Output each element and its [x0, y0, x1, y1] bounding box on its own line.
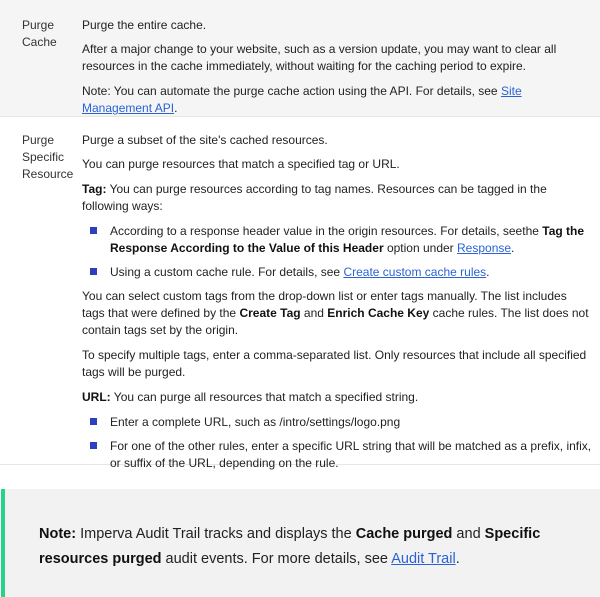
purge-specific-intro: You can purge resources that match a specified tag or URL.: [82, 157, 400, 171]
specific-resources-purged-bold: Specific resources purged: [39, 526, 541, 567]
note-text: Imperva Audit Trail tracks and displays the: [76, 526, 356, 542]
custom-tags-paragraph: [82, 288, 592, 339]
bullet-text: option under: [383, 241, 457, 255]
url-text: You can purge all resources that match a specified string.: [110, 390, 419, 404]
purge-cache-description: [82, 17, 592, 116]
bullet-text: According to a response header value in the origin resources. For details, seethe: [110, 224, 543, 238]
cache-purged-bold: Cache purged: [355, 526, 453, 542]
term-line: Cache: [22, 35, 57, 49]
purge-specific-term: [0, 132, 82, 464]
term-line: Purge: [22, 133, 55, 147]
bullet-text: .: [511, 241, 515, 255]
square-bullet-icon: [90, 442, 97, 449]
purge-cache-note: [82, 83, 592, 117]
create-custom-cache-rules-link[interactable]: Create custom cache rules: [343, 265, 487, 279]
bullet-text: .: [486, 265, 490, 279]
bullet-bold: Tag the Response According to the Value of this Header: [110, 224, 585, 255]
note-accent-bar: [1, 489, 5, 597]
note-text: .: [174, 101, 178, 115]
note-text: Note: You can automate the purge cache action using the API. For details, see: [82, 84, 501, 98]
list-item: [82, 414, 592, 431]
list-item: [82, 438, 592, 472]
bullet-text: Using a custom cache rule. For details, see: [110, 265, 344, 279]
square-bullet-icon: [90, 268, 97, 275]
note-text: and: [452, 526, 485, 542]
site-management-api-link[interactable]: Site Management API: [82, 84, 522, 115]
audit-trail-note: [1, 489, 600, 597]
square-bullet-icon: [90, 418, 97, 425]
note-text: audit events. For more details, see: [161, 551, 392, 567]
note-text: .: [455, 551, 460, 567]
bullet-text: Enter a complete URL, such as /intro/settings/logo.png: [110, 415, 401, 429]
paragraph-text: and: [300, 306, 328, 320]
url-paragraph: [82, 389, 592, 406]
paragraph-text: You can select custom tags from the drop-down list or enter tags manually. The list includes tags that were defined by the: [82, 289, 567, 320]
term-line: Specific: [22, 150, 65, 164]
purge-specific-resource-row: [0, 117, 600, 470]
term-line: Purge: [22, 18, 55, 32]
purge-cache-row: [0, 0, 600, 117]
create-tag-bold: Create Tag: [239, 306, 301, 320]
audit-trail-link[interactable]: Audit Trail: [391, 551, 456, 567]
purge-cache-term: [0, 17, 82, 116]
list-item: [82, 223, 592, 257]
note-label: Note:: [39, 526, 77, 542]
term-line: Resource: [22, 167, 74, 181]
paragraph-text: cache rules. The list does not contain tags set by the origin.: [82, 306, 589, 337]
tag-list: [82, 223, 592, 281]
purge-cache-detail: After a major change to your website, such as a version update, you may want to clear all resources in the cache immediately, without waiting for the caching period to expire.: [82, 42, 557, 73]
square-bullet-icon: [90, 227, 97, 234]
url-list: [82, 414, 592, 472]
enrich-cache-key-bold: Enrich Cache Key: [327, 306, 430, 320]
purge-specific-description: [82, 132, 592, 470]
purge-specific-summary: Purge a subset of the site's cached resources.: [82, 133, 328, 147]
list-item: [82, 264, 592, 281]
tag-paragraph: [82, 181, 592, 215]
url-label: URL:: [82, 390, 111, 404]
multiple-tags-paragraph: To specify multiple tags, enter a comma-separated list. Only resources that include all specified tags will be purged.: [82, 348, 587, 379]
tag-text: You can purge resources according to tag names. Resources can be tagged in the following ways:: [82, 182, 547, 213]
response-link[interactable]: Response: [457, 241, 512, 255]
purge-cache-summary: Purge the entire cache.: [82, 18, 207, 32]
bullet-text: For one of the other rules, enter a specific URL string that will be matched as a prefix, infix, or suffix of the URL, depending on the rule.: [110, 439, 592, 470]
tag-label: Tag:: [82, 182, 107, 196]
